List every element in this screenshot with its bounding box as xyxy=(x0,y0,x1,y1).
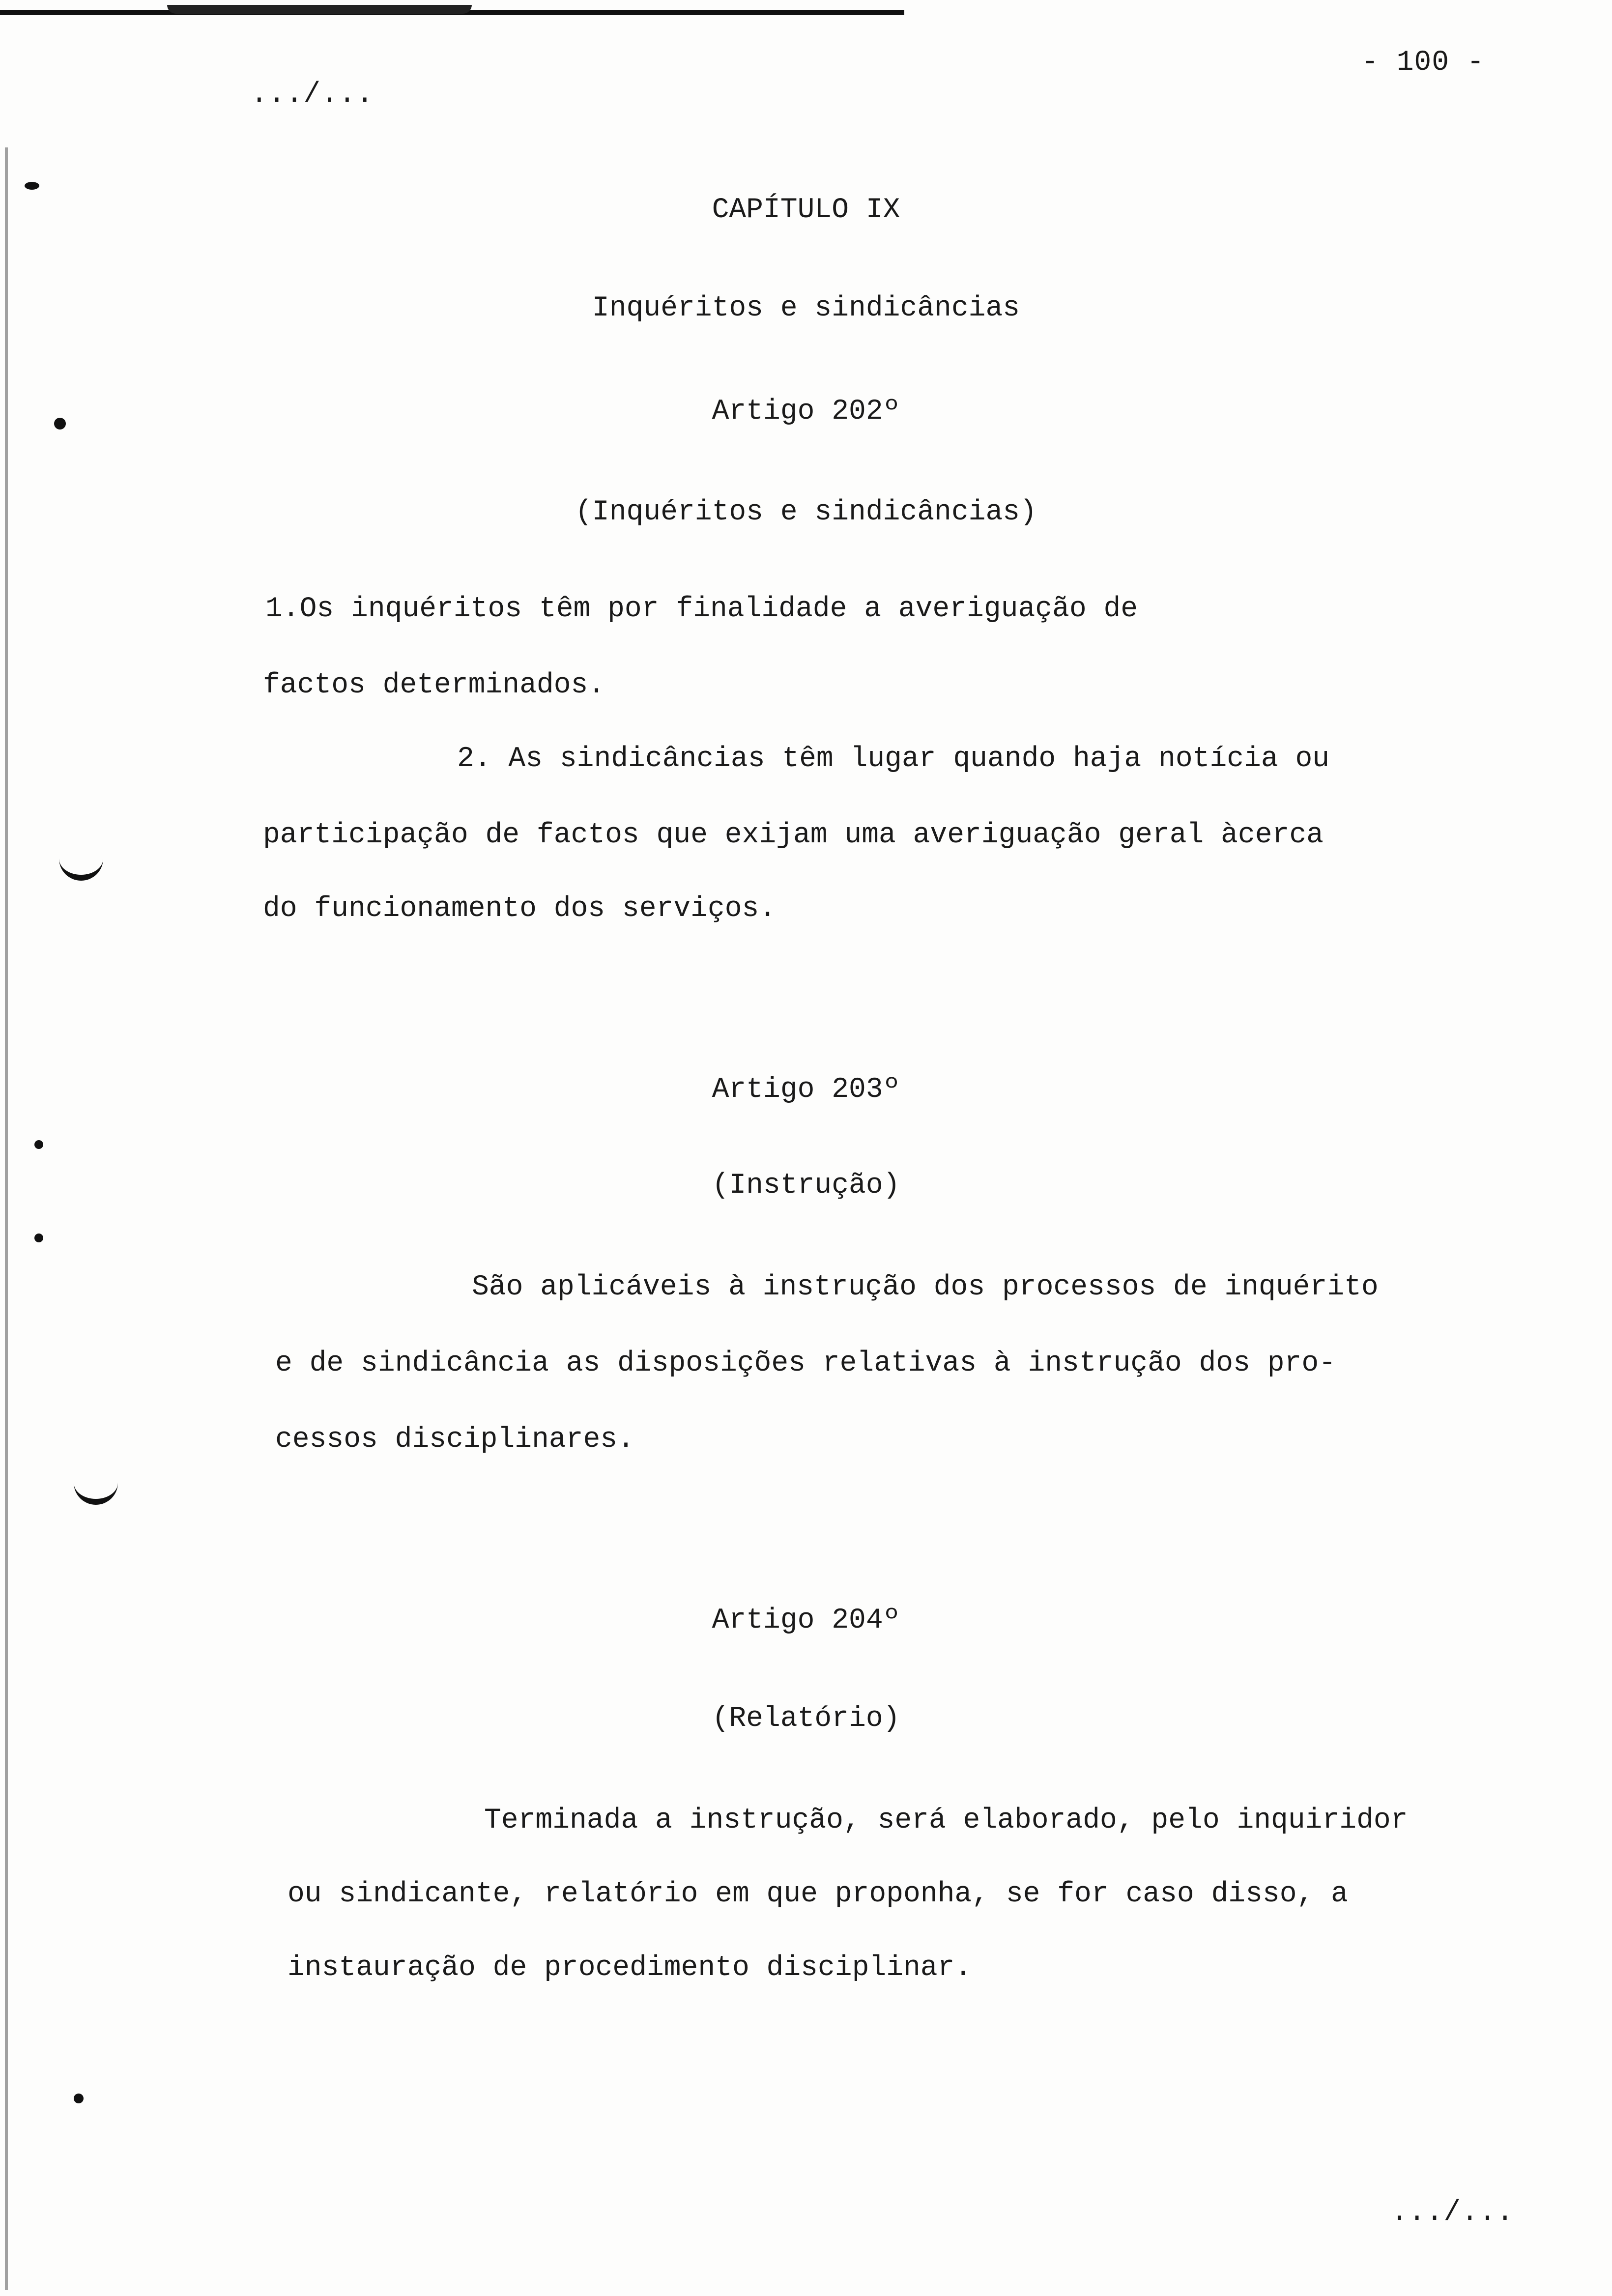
paragraph-line: e de sindicância as disposições relativas à instrução dos pro- xyxy=(275,1348,1336,1379)
paragraph-line: 2. As sindicâncias têm lugar quando haja notícia ou xyxy=(457,743,1330,775)
paragraph-line: instauração de procedimento disciplinar. xyxy=(288,1952,972,1984)
article-heading: (Instrução) xyxy=(712,1170,900,1202)
paragraph-line: Terminada a instrução, será elaborado, pelo inquiridor xyxy=(484,1805,1408,1837)
scan-edge-smudge xyxy=(167,5,472,14)
paragraph-line: cessos disciplinares. xyxy=(275,1424,634,1456)
page-number: - 100 - xyxy=(1361,47,1485,79)
scan-mark xyxy=(59,850,103,881)
scan-mark xyxy=(74,1474,118,1505)
continuation-marker-top: .../... xyxy=(251,79,374,111)
scan-left-margin-line xyxy=(5,147,8,2290)
scan-speck xyxy=(25,182,39,190)
article-number: Artigo 204º xyxy=(712,1605,900,1636)
article-heading: (Relatório) xyxy=(712,1703,900,1735)
paragraph-line: participação de factos que exijam uma averiguação geral àcerca xyxy=(263,819,1324,851)
scan-speck xyxy=(34,1234,43,1242)
paragraph-line: factos determinados. xyxy=(263,669,605,701)
article-heading: (Inquéritos e sindicâncias) xyxy=(575,496,1037,528)
article-number: Artigo 203º xyxy=(712,1074,900,1106)
paragraph-line: ou sindicante, relatório em que proponha, se for caso disso, a xyxy=(288,1878,1348,1910)
scan-speck xyxy=(34,1140,43,1149)
article-number: Artigo 202º xyxy=(712,396,900,428)
paragraph-line: 1.Os inquéritos têm por finalidade a averiguação de xyxy=(265,593,1138,625)
chapter-subtitle: Inquéritos e sindicâncias xyxy=(592,292,1020,324)
chapter-title: CAPÍTULO IX xyxy=(712,194,900,226)
scan-speck xyxy=(74,2094,84,2103)
paragraph-line: São aplicáveis à instrução dos processos de inquérito xyxy=(472,1271,1379,1303)
continuation-marker-bottom: .../... xyxy=(1391,2197,1514,2229)
paragraph-line: do funcionamento dos serviços. xyxy=(263,893,777,925)
